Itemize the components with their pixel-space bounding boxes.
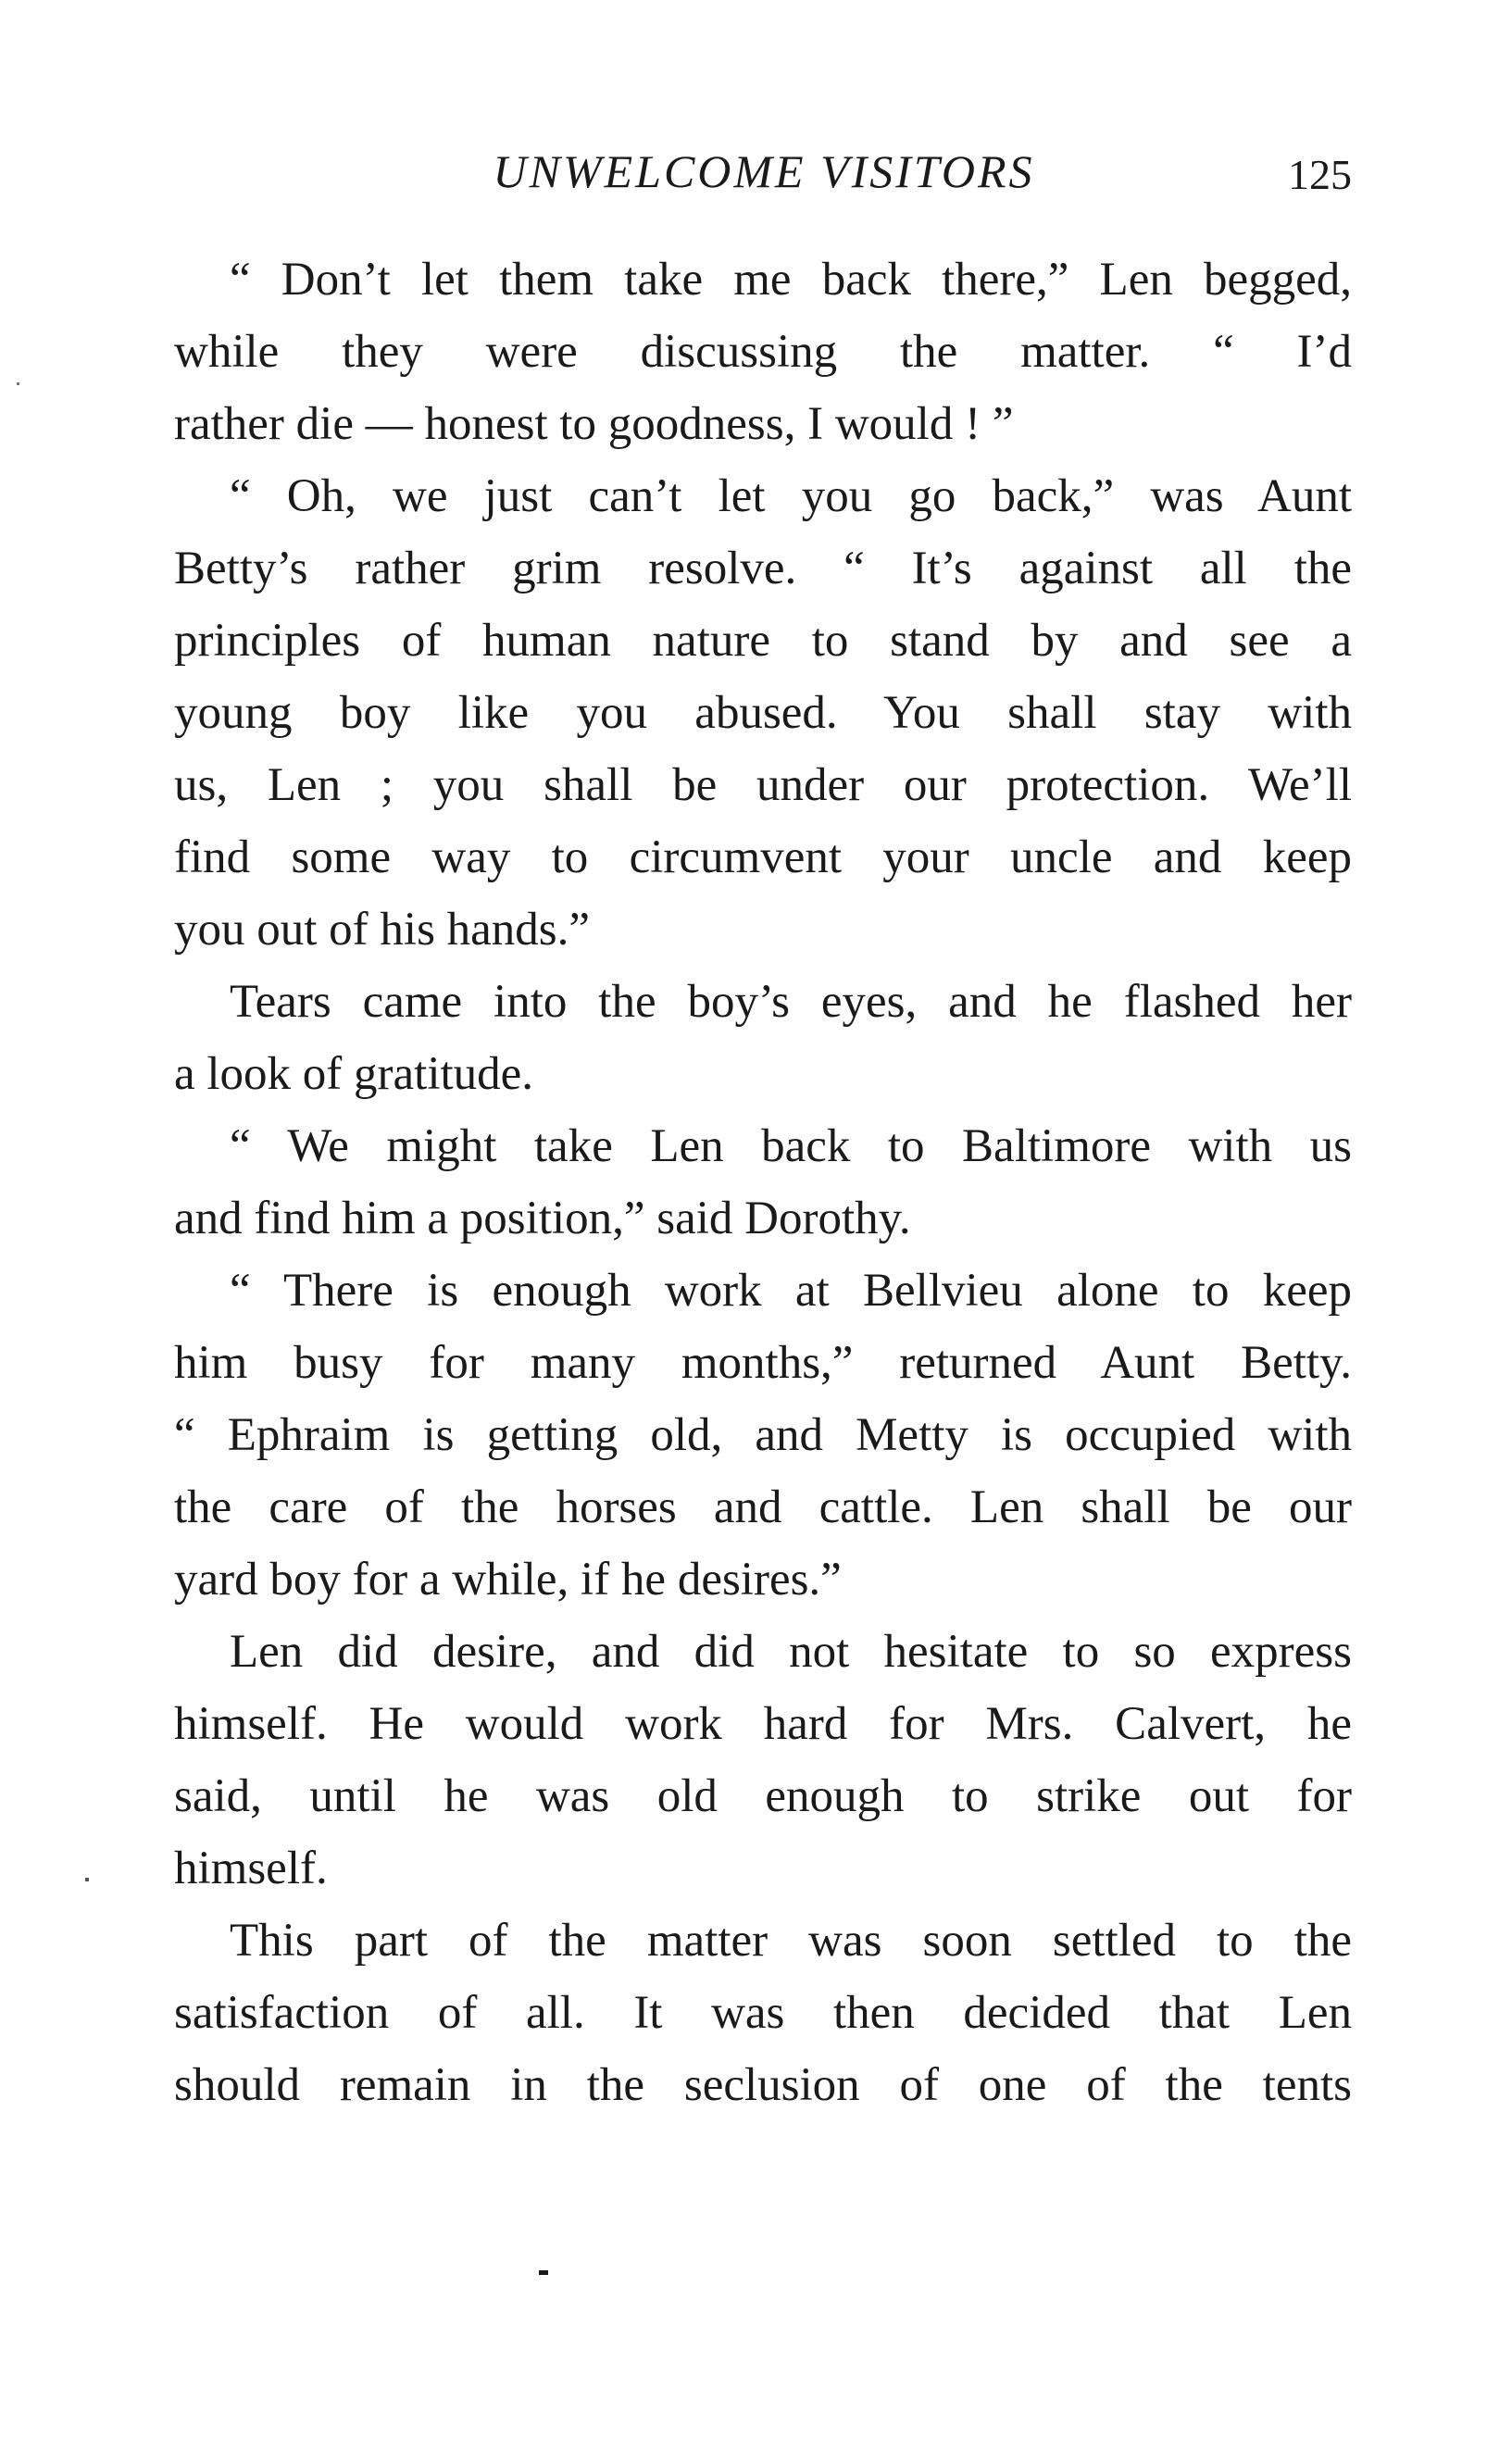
text-line: himself. <box>174 1843 328 1894</box>
text-line: young boy like you abused. You shall stay with <box>174 687 1352 739</box>
text-line: Tears came into the boy’s eyes, and he flashed her <box>230 976 1352 1028</box>
text-line: “ Don’t let them take me back there,” Len begged, <box>230 254 1352 306</box>
text-line: principles of human nature to stand by and see a <box>174 615 1352 667</box>
text-line: “ We might take Len back to Baltimore with us <box>230 1120 1352 1172</box>
text-line: This part of the matter was soon settled to the <box>230 1915 1352 1967</box>
running-title: UNWELCOME VISITORS <box>493 145 1035 197</box>
text-line: the care of the horses and cattle. Len shall be our <box>174 1481 1352 1533</box>
text-line: you out of his hands.” <box>174 904 591 956</box>
text-line: “ Oh, we just can’t let you go back,” was Aunt <box>230 470 1352 522</box>
text-line: satisfaction of all. It was then decided that Len <box>174 1987 1352 2039</box>
page-header <box>176 139 1352 204</box>
text-line: should remain in the seclusion of one of the tents <box>174 2059 1352 2111</box>
text-line: us, Len ; you shall be under our protection. We’ll <box>174 759 1352 811</box>
text-line: Betty’s rather grim resolve. “ It’s against all the <box>174 543 1352 594</box>
text-line: Len did desire, and did not hesitate to so express <box>230 1626 1352 1678</box>
text-line: find some way to circumvent your uncle and keep <box>174 831 1352 883</box>
text-line: a look of gratitude. <box>174 1048 534 1100</box>
margin-speck <box>17 382 19 385</box>
printer-mark <box>539 2270 548 2275</box>
text-line: rather die — honest to goodness, I would ! ” <box>174 398 1014 450</box>
text-line: “ There is enough work at Bellvieu alone to keep <box>230 1265 1352 1317</box>
margin-speck <box>85 1878 89 1881</box>
text-line: while they were discussing the matter. “ I’d <box>174 326 1352 378</box>
body-text <box>174 244 1352 2121</box>
page-number: 125 <box>1288 151 1352 198</box>
text-line: “ Ephraim is getting old, and Metty is occupied with <box>174 1409 1352 1461</box>
text-line: and find him a position,” said Dorothy. <box>174 1193 911 1244</box>
text-line: himself. He would work hard for Mrs. Calvert, he <box>174 1698 1352 1750</box>
text-line: him busy for many months,” returned Aunt Betty. <box>174 1337 1352 1389</box>
text-line: yard boy for a while, if he desires.” <box>174 1554 842 1606</box>
text-line: said, until he was old enough to strike out for <box>174 1770 1352 1822</box>
